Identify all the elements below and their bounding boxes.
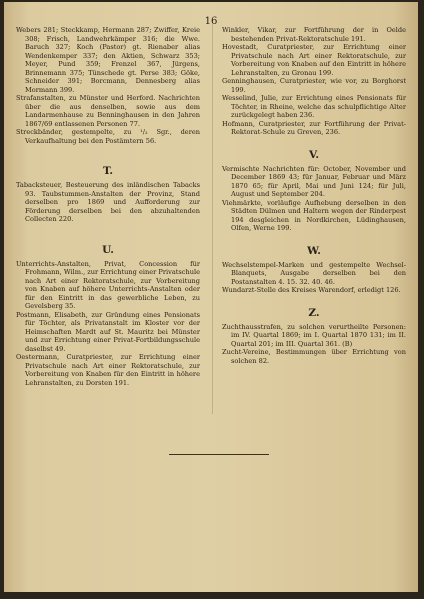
index-entry: Zuchthausstrafen, zu solchen verurtheilte Personen: im IV. Quartal 1869; im I. Quartal 1870 131; im II. Quartal 201; im III. Quartal 361. (B) — [222, 322, 406, 348]
column-divider — [212, 24, 213, 414]
index-entry: Wechselstempel-Marken und gestempelte Wechsel-Blanquets, Ausgabe derselben bei den Postanstalten 4. 15. 32. 40. 46. — [222, 260, 406, 286]
index-entry: Winkler, Vikar, zur Fortführung der in Oelde bestehenden Privat-Rektoratschule 191. — [222, 26, 406, 43]
index-entry: Unterrichts-Anstalten, Privat, Concession für Frohmann, Wilm., zur Errichtung einer Privatschule nach Art einer Rektoratschule, zur Vorbereitung von Knaben auf höhere Unterrichts-Anstalten oder für den Eintritt in das gewerbliche Leben, zu Gevelsberg 35. — [16, 259, 200, 310]
document-page — [4, 2, 418, 592]
index-entry: Wesselind, Julie, zur Errichtung eines Pensionats für Töchter, in Rheine, welche das schulpflichtige Alter zurückgelegt haben 236. — [222, 94, 406, 119]
index-entry: Viehmärkte, vorläufige Aufhebung derselben in den Städten Dülmen und Haltern wegen der Rinderpest 194 desgleichen in Nordkirchen, Lüdinghausen, Olfen, Werne 199. — [222, 198, 406, 232]
index-entry: Webers 281; Steckkamp, Hermann 287; Zwiffer, Kreie 308; Frisch, Landwehrkämper 316; die Wwe. Baruch 327; Koch (Pastor) gt. Rienaber alias Wendenkemper 337; den Aktien, Schwarz 353; Meyer, Pund 359; Frenzel 367, Jürgens, Brinnemann 375; Tünschede gt. Perse 383; Göke, Schneider 391; Borcmann, Dennesberg alias Mormann 399. — [16, 26, 200, 94]
index-entry: Oestermann, Curatpriester, zur Errichtung einer Privatschule nach Art einer Rektoratschule, zur Vorbereitung von Knaben für den Eintritt in höhere Lehranstalten, zu Dorsten 191. — [16, 353, 200, 387]
index-entry: Vermischte Nachrichten für: October, November und December 1869 43; für Januar, Februar und März 1870 65; für April, Mai und Juni 124; für Juli, August und September 204. — [222, 164, 406, 198]
index-entry: Zucht-Vereine, Bestimmungen über Errichtung von solchen 82. — [222, 348, 406, 365]
index-entry: Hofmann, Curatpriester, zur Fortführung der Privat-Rektorat-Schule zu Greven, 236. — [222, 119, 406, 136]
index-entry: Wundarzt-Stelle des Kreises Warendorf, erledigt 126. — [222, 286, 401, 294]
index-entry: Streckbänder, gestempelte, zu ¹/₂ Sgr., deren Verkaufhaltung bei den Postämtern 56. — [16, 128, 200, 145]
index-entry: Strafanstalten, zu Münster und Herford. Nachrichten über die aus denselben, sowie aus dem Landarmenhause zu Benninghausen in den Jahren 1867/69 entlassenen Personen 77. — [16, 94, 200, 128]
page-number: 16 — [204, 16, 218, 27]
section-letter-u: U. — [102, 243, 114, 256]
section-letter-w: W. — [307, 244, 321, 257]
index-entry: Hovestadt, Curatpriester, zur Errichtung einer Privatschule nach Art einer Rektoratschule, zur Vorbereitung von Knaben auf den Eintritt in höhere Lehranstalten, zu Gronau 199. — [222, 43, 406, 77]
end-rule — [169, 454, 269, 455]
right-column — [222, 26, 406, 365]
section-letter-z: Z. — [308, 306, 320, 319]
index-entry: Genninghausen, Curatpriester, wie vor, zu Borghorst 199. — [222, 77, 406, 94]
section-letter-t: T. — [102, 165, 114, 177]
index-entry: Tabacksteuer, Besteuerung des inländischen Tabacks 93. Taubstummen-Anstalten der Provinz, Stand derselben pro 1869 und Aufforderung zur Förderung derselben bei den abzuhaltenden Collecten 220. — [16, 181, 200, 223]
left-column — [16, 26, 200, 387]
index-entry: Postmann, Elisabeth, zur Gründung eines Pensionats für Töchter, als Privatanstalt im Kloster vor der Heimschaften Mardt auf St. Mauritz bei Münster und zur Errichtung einer Privat-Fortbildungsschule daselbst 49. — [16, 310, 200, 353]
section-letter-v: V. — [309, 148, 319, 161]
